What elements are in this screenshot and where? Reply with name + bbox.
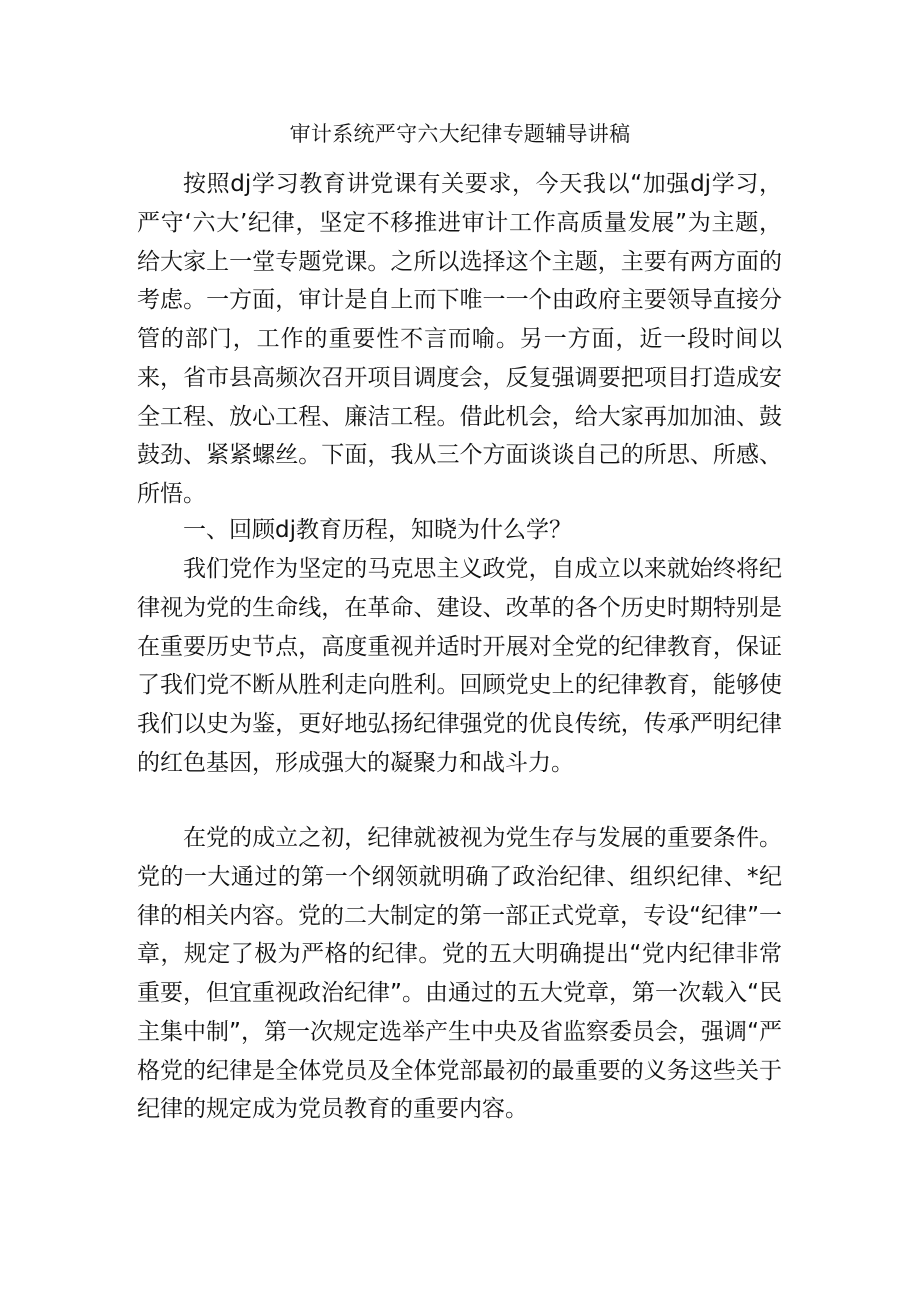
- paragraph-history: 我们党作为坚定的马克思主义政党，自成立以来就始终将纪律视为党的生命线，在革命、建设、改革的各个历史时期特别是在重要历史节点，高度重视并适时开展对全党的纪律教育，保证了我们党不断从胜利走向胜利。回顾党史上的纪律教育，能够使我们以史为鉴，更好地弘扬纪律强党的优良传统，传承严明纪律的红色基因，形成强大的凝聚力和战斗力。: [137, 556, 782, 776]
- document-title: 审计系统严守六大纪律专题辅导讲稿: [289, 122, 631, 146]
- section-heading-1: 一、回顾dj教育历程，知晓为什么学？: [183, 517, 572, 543]
- paragraph-founding: 在党的成立之初，纪律就被视为党生存与发展的重要条件。党的一大通过的第一个纲领就明确了政治纪律、组织纪律、*纪律的相关内容。党的二大制定的第一部正式党章，专设“纪律”一章，规定了极为严格的纪律。党的五大明确提出“党内纪律非常重要，但宜重视政治纪律”。由通过的五大党章，第一次载入“民主集中制”，第一次规定选举产生中央及省监察委员会，强调“严格党的纪律是全体党员及全体党部最初的最重要的义务这些关于纪律的规定成为党员教育的重要内容。: [137, 825, 782, 1123]
- paragraph-intro: 按照dj学习教育讲党课有关要求，今天我以“加强dj学习，严守‘六大’纪律，坚定不移推进审计工作高质量发展”为主题，给大家上一堂专题党课。之所以选择这个主题，主要有两方面的考虑。一方面，审计是自上而下唯一一个由政府主要领导直接分管的部门，工作的重要性不言而喻。另一方面，近一段时间以来，省市县高频次召开项目调度会，反复强调要把项目打造成安全工程、放心工程、廉洁工程。借此机会，给大家再加加油、鼓鼓劲、紧紧螺丝。下面，我从三个方面谈谈自己的所思、所感、所悟。: [137, 171, 782, 507]
